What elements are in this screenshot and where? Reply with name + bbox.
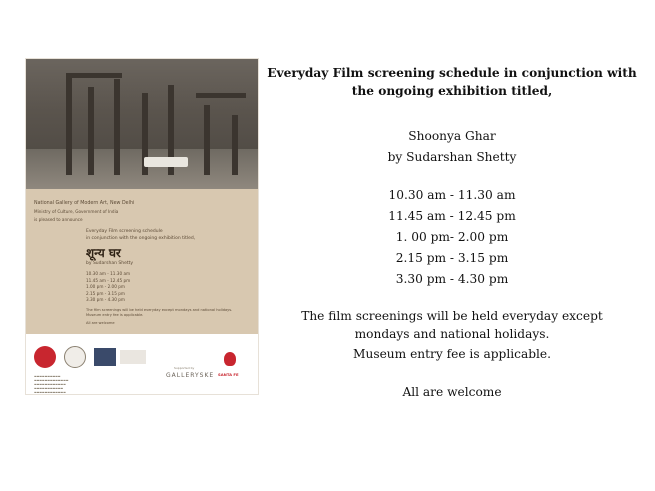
poster-time: 1.00 pm - 2.00 pm [86,284,125,289]
ministry-logo [120,350,146,364]
photo-cloth [144,157,188,167]
ngma-block-logo [94,348,116,366]
schedule-time: 11.45 am - 12.45 pm [388,209,516,223]
poster-schedule [86,271,130,304]
poster-announce: is pleased to announce [34,217,83,222]
photo-beam [66,73,122,78]
poster-time: 10.30 am - 11.30 am [86,271,131,276]
photo-beam [196,93,246,98]
photo-post [114,79,120,175]
poster-hindi-title: शून्य घर [86,246,121,260]
photo-post [204,105,210,175]
exhibition-artist: by Sudarshan Shetty [387,150,517,164]
poster-subtitle-2: in conjunction with the ongoing exhibition titled, [86,236,196,241]
announcement-text [262,64,642,403]
poster-time: 2.15 pm - 3.15 pm [86,290,125,296]
galleryske-logo: GALLERYSKE [166,372,215,379]
santa-fe-icon [224,352,236,366]
welcome-note: All are welcome [402,385,502,399]
sponsor-label: Supported by [174,366,195,370]
schedule-time: 3.30 pm - 4.30 pm [395,272,509,286]
santa-fe-logo: SANTA FE [218,372,239,377]
photo-post [232,115,238,175]
poster-address: ▬▬▬▬▬▬▬▬▬▬ ▬▬▬▬▬▬▬▬▬▬▬▬▬ ▬▬▬▬▬▬▬▬▬▬▬▬ ▬▬▬▬▬▬▬▬▬▬▬ ▬▬▬▬▬▬▬▬▬▬▬▬ [34,374,69,394]
schedule-time: 1. 00 pm- 2.00 pm [395,230,509,244]
poster-time: 3.30 pm - 4.30 pm [86,297,125,302]
poster-note-2: Museum entry fee is applicable. [86,313,144,317]
entry-fee-note: Museum entry fee is applicable. [353,347,551,361]
screening-schedule [262,185,642,290]
note-line-1: The film screenings will be held everyday except [301,309,603,323]
heading-line-1: Everyday Film screening schedule in conjunction with [267,66,637,80]
note-line-2: mondays and national holidays. [354,327,550,341]
exhibition-poster [26,59,258,394]
heading-line-2: the ongoing exhibition titled, [351,84,553,98]
schedule-time: 2.15 pm - 3.15 pm [395,251,509,265]
schedule-time: 10.30 am - 11.30 am [388,188,516,202]
exhibition-title: Shoonya Ghar [408,129,496,143]
poster-ministry: Ministry of Culture, Government of India [34,209,119,214]
photo-post [88,87,94,175]
emblem-logo [64,346,86,368]
photo-post [66,75,72,175]
poster-logos [26,342,258,394]
poster-note-3: All are welcome [86,321,115,325]
poster-artist: by Sudarshan Shetty [86,261,134,266]
ngma-logo [34,346,56,368]
poster-institution: National Gallery of Modern Art, New Delhi [34,201,135,206]
screening-notes [262,307,642,365]
poster-info-panel [26,189,258,334]
poster-note-1: The film screenings will be held everyday except mondays and national holidays. [86,308,233,312]
poster-time: 11.45 am - 12.45 pm [86,277,131,283]
poster-subtitle-1: Everyday Film screening schedule [86,229,163,234]
poster-photo [26,59,258,189]
